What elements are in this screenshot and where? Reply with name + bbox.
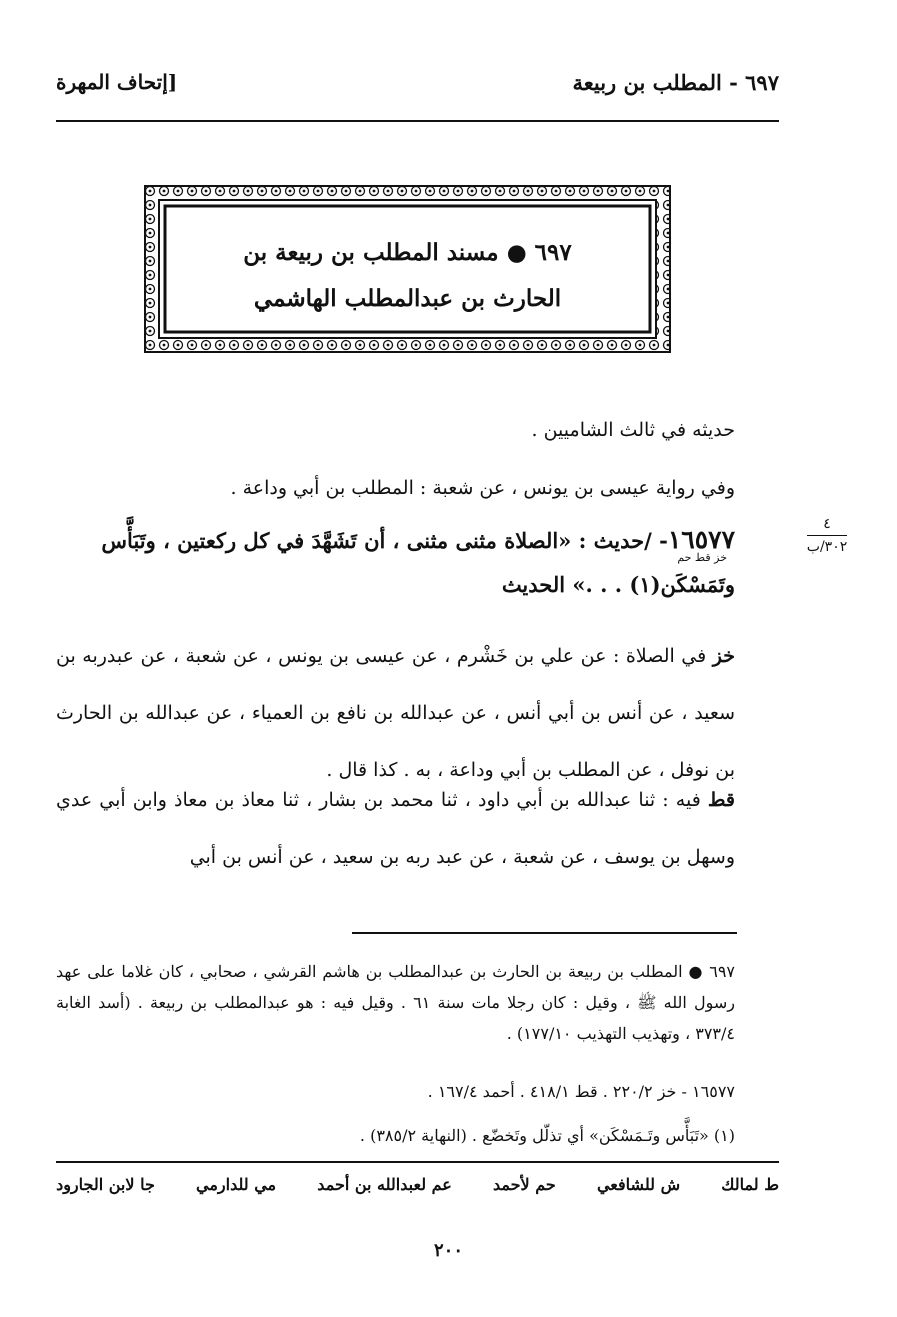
margin-reference: [801, 515, 853, 556]
abbr-item: ش للشافعي: [596, 1175, 681, 1194]
footnote-1: ٦٩٧ ● المطلب بن ربيعة بن الحارث بن عبدالمطلب بن هاشم القرشي ، صحابي ، كان غلاما على عهد رسول الله ﷺ ، وقيل : كان رجلا مات سنة ٦١ . وقيل فيه : هو عبدالمطلب بن ربيعة . (أسد الغابة ٣٧٣/٤ ، وتهذيب التهذيب ١٧٧/١٠) .: [56, 962, 735, 1043]
paragraph-4: [56, 772, 735, 886]
paragraph-1: حديثه في ثالث الشاميين .: [531, 419, 735, 441]
margin-ref-top: ٤: [823, 516, 831, 532]
abbreviations-divider: [56, 1161, 779, 1163]
page-number: ٢٠٠: [433, 1240, 463, 1261]
hadith-block: [56, 518, 735, 607]
hadith-number: ١٦٥٧٧: [667, 525, 735, 554]
running-header-book: [إتحاف المهرة: [56, 70, 178, 94]
abbreviations-key: [56, 1175, 779, 1194]
source-label-qt: قط: [707, 789, 735, 811]
abbr-item: مي للدارمي: [196, 1175, 277, 1194]
footnote-divider: [352, 932, 737, 934]
abbr-item: حم لأحمد: [493, 1175, 556, 1194]
margin-ref-bottom: ٣٠٢/ب: [806, 539, 848, 555]
abbr-item: ط لمالك: [721, 1175, 779, 1194]
hadith-text-line2: وتَمَسْكَن(١) . . .» الحديث: [501, 572, 735, 597]
paragraph-4-text: فيه : ثنا عبدالله بن أبي داود ، ثنا محمد بن بشار ، ثنا معاذ بن معاذ وابن أبي عدي وسهل بن يوسف ، عن شعبة ، عن عبد ربه بن سعيد ، عن أنس بن أبي: [56, 789, 735, 868]
section-title-line2: الحارث بن عبدالمطلب الهاشمي: [253, 285, 562, 312]
ornamental-title-frame: [143, 184, 672, 354]
running-header-title: ٦٩٧ - المطلب بن ربيعة: [572, 70, 779, 95]
margin-ref-divider: [807, 535, 847, 536]
abbr-item: عم لعبدالله بن أحمد: [317, 1175, 452, 1194]
hadith-source-tags: خز قط حم: [677, 551, 727, 564]
section-title-line1: ٦٩٧ ● مسند المطلب بن ربيعة بن: [243, 239, 572, 266]
hadith-text-line1: - /حديث : «الصلاة مثنى مثنى ، أن تَشَهَّدَ في كل ركعتين ، وتَبَأَّس: [101, 528, 668, 553]
paragraph-3-text: في الصلاة : عن علي بن خَشْرم ، عن عيسى بن يونس ، عن شعبة ، عن عبدربه بن سعيد ، عن أنس بن أبي أنس ، عن عبدالله بن نافع بن العمياء ، عن عبدالله بن الحارث بن نوفل ، عن المطلب بن أبي وداعة ، به . كذا قال .: [56, 645, 735, 781]
source-label-khz: خز: [712, 645, 736, 667]
abbr-item: جا لابن الجارود: [56, 1175, 155, 1194]
header-divider: [56, 120, 779, 122]
footnote-2: ١٦٥٧٧ - خز ٢٢٠/٢ . قط ٤١٨/١ . أحمد ١٦٧/٤ .: [427, 1082, 735, 1101]
paragraph-2: وفي رواية عيسى بن يونس ، عن شعبة : المطلب بن أبي وداعة .: [230, 477, 735, 499]
footnote-3: (١) «تَبَأَّس وتَـمَسْكَن» أي تذلّل وتَخضّع . (النهاية ٣٨٥/٢) .: [359, 1126, 735, 1145]
